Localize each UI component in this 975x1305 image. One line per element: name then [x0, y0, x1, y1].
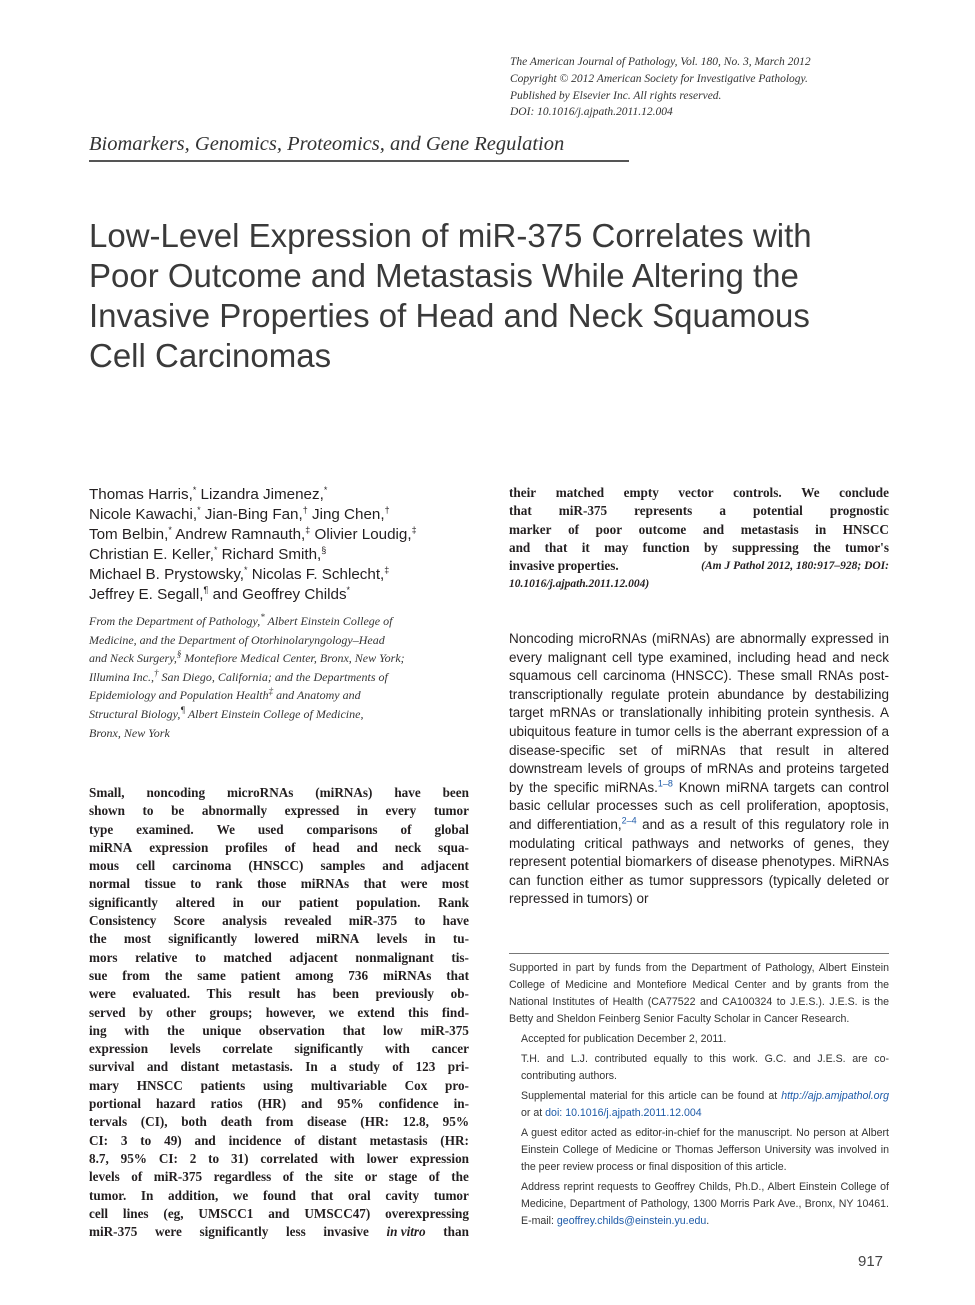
affiliation-mark: §: [176, 649, 182, 660]
author-name: Nicolas F. Schlecht,: [247, 566, 385, 583]
affiliation-mark: ‡: [411, 524, 417, 535]
footnote-rule: [509, 953, 889, 954]
title-line: Invasive Properties of Head and Neck Squamous: [89, 297, 810, 334]
title-line: Poor Outcome and Metastasis While Altering the: [89, 257, 799, 294]
abstract-line: survival and distant metastasis. In a study of 123 pri-: [89, 1059, 469, 1075]
abstract-line: cell lines (eg, UMSCC1 and UMSCC47) overexpressing: [89, 1205, 469, 1221]
funding-note: Supported in part by funds from the Department of Pathology, Albert Einstein College of Medicine and Montefiore Medical Center and by grants from the National Institutes of Health (CA77522 and CA100324 to J.E.S.). J.E.S. is the Betty and Sheldon Feinberg Senior Faculty Scholar in Cancer Research.: [509, 962, 889, 1025]
author-name: Jing Chen,: [307, 506, 385, 523]
section-rule: [89, 160, 629, 162]
email-link[interactable]: geoffrey.childs@einstein.yu.edu: [556, 1215, 707, 1227]
abstract-line: Small, noncoding microRNAs (miRNAs) have been: [89, 785, 469, 800]
affiliation-mark: *: [346, 584, 351, 595]
affiliation-text: Illumina Inc.,: [89, 669, 154, 684]
author-name: Thomas Harris,: [89, 486, 193, 503]
abstract-right: [509, 484, 889, 594]
journal-citation: The American Journal of Pathology, Vol. 180, No. 3, March 2012: [510, 56, 811, 68]
author-line: [89, 505, 489, 525]
author-name: Andrew Ramnauth,: [171, 526, 306, 543]
affiliation-mark: ¶: [180, 704, 186, 715]
affiliation-mark: ‡: [384, 564, 390, 575]
journal-doi: DOI: 10.1016/j.ajpath.2011.12.004: [510, 106, 673, 119]
author-line: [89, 545, 489, 565]
abstract-line: their matched empty vector controls. We conclude: [509, 485, 889, 500]
affiliations: [89, 612, 479, 742]
body-text-part: Noncoding microRNAs (miRNAs) are abnormally expressed in every malignant cell type examined, including head and neck squamous cell carcinoma (HNSCC). These small RNAs post-transcriptionally regulate protein abundance by destabilizing target mRNAs or translationally inhibiting protein synthesis. A ubiquitous feature in tumor cells is the aberrant expression of a disease-specific set of miRNAs that result in altered downstream levels of groups of mRNAs and proteins targeted by the specific miRNAs.: [509, 631, 889, 795]
abstract-line: portional hazard ratios (HR) and 95% confidence in-: [89, 1096, 469, 1112]
affiliation-line: [89, 686, 479, 705]
abstract-word: were: [154, 1224, 182, 1240]
author-line: [89, 485, 489, 505]
abstract-word: less: [285, 1224, 306, 1240]
abstract-text: invasive properties.: [509, 558, 619, 574]
body-text-part: and as a result of this regulatory role in modulating critical pathways and networks of genes, they represent potential biomarkers of disease phenotypes. MiRNAs can function either as tumor suppressors (typically deleted or repressed in tumors) or: [509, 816, 889, 907]
abstract-line: type examined. We used comparisons of global: [89, 821, 469, 837]
abstract-line: 8.7, 95% CI: 2 to 31) correlated with lower expression: [89, 1150, 469, 1166]
footnotes: [509, 960, 889, 1233]
abstract-line: marker of poor outcome and metastasis in HNSCC: [509, 521, 889, 537]
affiliation-mark: ‡: [268, 686, 274, 697]
affiliation-text: Albert Einstein College of: [264, 614, 393, 628]
page-number: 917: [858, 1253, 884, 1270]
abstract-line: mous cell carcinoma (HNSCC) samples and adjacent: [89, 858, 469, 874]
abstract-line: levels of miR-375 regardless of the site or stage of the: [89, 1169, 469, 1185]
abstract-left: [89, 784, 469, 1241]
author-name: Tom Belbin,: [89, 526, 169, 543]
affiliation-mark: *: [260, 612, 265, 622]
affiliation-line: Medicine, and the Department of Otorhinolaryngology–Head: [89, 632, 385, 647]
abstract-citation-doi: 10.1016/j.ajpath.2011.12.004): [509, 578, 650, 591]
abstract-line: shown to be abnormally expressed in every tumor: [89, 803, 469, 819]
contribution-note: T.H. and L.J. contributed equally to this work. G.C. and J.E.S. are co-contributing authors.: [521, 1053, 889, 1082]
title-line: Cell Carcinomas: [89, 337, 332, 374]
affiliation-line: [89, 668, 479, 687]
author-line: [89, 585, 489, 605]
editor-note: A guest editor acted as editor-in-chief for the manuscript. No person at Albert Einstein College of Medicine or Thomas Jefferson University was involved in the peer review process or final disposition of this article.: [521, 1127, 889, 1173]
author-name: Nicole Kawachi,: [89, 506, 198, 523]
abstract-line: served by other groups; however, we extend this find-: [89, 1004, 469, 1020]
abstract-line: [89, 1223, 469, 1241]
affiliation-text: San Diego, California; and the Departments of: [158, 669, 388, 684]
supplemental-text: or at: [521, 1107, 546, 1119]
author-name: Lizandra Jimenez,: [196, 486, 324, 503]
abstract-line: [509, 575, 889, 593]
abstract-line: tervals (CI), both death from disease (HR: 12.8, 95%: [89, 1114, 469, 1130]
supplemental-link[interactable]: http://ajp.amjpathol.org: [781, 1090, 889, 1102]
abstract-line: were evaluated. This result has been previously ob-: [89, 986, 469, 1002]
abstract-line: CI: 3 to 49) and incidence of distant metastasis (HR:: [89, 1132, 469, 1148]
abstract-word-italic: in vitro: [386, 1224, 426, 1240]
affiliation-text: From the Department of Pathology,: [89, 614, 261, 628]
affiliation-text: Montefiore Medical Center, Bronx, New York;: [181, 651, 405, 666]
doi-label[interactable]: doi:: [545, 1107, 563, 1119]
abstract-word: significantly: [199, 1224, 269, 1240]
affiliation-mark: §: [321, 544, 327, 555]
abstract-line: mary HNSCC patients using multivariable Cox pro-: [89, 1077, 469, 1093]
affiliation-mark: *: [213, 544, 218, 555]
author-line: [89, 525, 489, 545]
body-text-part: Known miRNA targets can control basic cellular processes such as cell proliferation, apoptosis, and differentiation,: [509, 779, 889, 832]
journal-publisher: Published by Elsevier Inc. All rights reserved.: [510, 89, 722, 102]
author-list: [89, 485, 489, 605]
author-name: Christian E. Keller,: [89, 546, 214, 563]
author-name: and Geoffrey Childs: [208, 586, 347, 603]
journal-copyright: Copyright © 2012 American Society for Investigative Pathology.: [510, 72, 808, 85]
abstract-line: Consistency Score analysis revealed miR-375 to have: [89, 913, 469, 929]
reference-link[interactable]: 1–8: [657, 778, 673, 789]
affiliation-mark: ¶: [203, 584, 209, 595]
body-paragraph: [509, 630, 889, 909]
abstract-line: the most significantly lowered miRNA levels in tu-: [89, 931, 469, 947]
affiliation-mark: †: [302, 504, 308, 515]
affiliation-mark: *: [192, 484, 197, 495]
supplemental-note: [509, 1088, 889, 1122]
affiliation-mark: *: [168, 524, 172, 535]
abstract-word: invasive: [323, 1224, 369, 1240]
abstract-line: [509, 557, 889, 575]
abstract-line: significantly altered in our patient population. Rank: [89, 894, 469, 910]
author-name: Jeffrey E. Segall,: [89, 586, 204, 603]
acceptance-note: Accepted for publication December 2, 2011.: [521, 1033, 727, 1045]
affiliation-line: Bronx, New York: [89, 725, 170, 740]
doi-link[interactable]: 10.1016/j.ajpath.2011.12.004: [562, 1107, 702, 1119]
reprint-text: Address reprint requests to Geoffrey Childs, Ph.D., Albert Einstein College of Medicine, Department of Pathology, 1300 Morris Park Ave., Bronx, NY 10461. E-mail:: [521, 1181, 889, 1227]
abstract-line: ing with the unique observation that low miR-375: [89, 1022, 469, 1038]
abstract-word: than: [443, 1224, 469, 1240]
reprint-note: [509, 1179, 889, 1230]
abstract-line: that miR-375 represents a potential prognostic: [509, 503, 889, 519]
affiliation-mark: †: [154, 667, 159, 678]
affiliation-text: Epidemiology and Population Health: [89, 688, 269, 703]
abstract-line: sue from the same patient among 736 miRNAs that: [89, 967, 469, 983]
abstract-line: normal tissue to rank those miRNAs that were most: [89, 876, 469, 892]
author-name: Michael B. Prystowsky,: [89, 566, 245, 583]
title-line: Low-Level Expression of miR-375 Correlates with: [89, 217, 812, 254]
author-line: [89, 565, 489, 585]
author-name: Olivier Loudig,: [310, 526, 412, 543]
affiliation-mark: ‡: [305, 524, 311, 535]
section-heading: Biomarkers, Genomics, Proteomics, and Gene Regulation: [89, 133, 565, 155]
abstract-line: tumor. In addition, we found that oral cavity tumor: [89, 1187, 469, 1203]
affiliation-line: [89, 649, 479, 668]
article-title: [89, 216, 889, 376]
abstract-citation: (Am J Pathol 2012, 180:917–928; DOI:: [701, 560, 889, 573]
abstract-word: miR-375: [89, 1224, 138, 1240]
reference-link[interactable]: 2–4: [621, 815, 637, 826]
supplemental-text: Supplemental material for this article can be found at: [521, 1090, 782, 1102]
affiliation-mark: †: [384, 504, 390, 515]
affiliation-mark: *: [323, 484, 328, 495]
author-name: Jian-Bing Fan,: [200, 506, 303, 523]
affiliation-mark: *: [244, 564, 248, 575]
journal-info: [510, 54, 910, 121]
affiliation-text: and Anatomy and: [273, 688, 361, 703]
affiliation-line: [89, 705, 479, 724]
abstract-line: mors relative to matched adjacent nonmalignant tis-: [89, 949, 469, 965]
author-name: Richard Smith,: [217, 546, 322, 563]
affiliation-text: and Neck Surgery,: [89, 651, 177, 666]
reprint-text: .: [706, 1215, 710, 1227]
affiliation-text: Albert Einstein College of Medicine,: [185, 706, 364, 721]
affiliation-line: [89, 612, 479, 631]
affiliation-mark: *: [197, 504, 201, 515]
abstract-line: miRNA expression profiles of head and neck squa-: [89, 839, 469, 855]
affiliation-text: Structural Biology,: [89, 706, 181, 721]
abstract-line: expression levels correlate significantly with cancer: [89, 1041, 469, 1057]
abstract-line: and that it may function by suppressing the tumor's: [509, 539, 889, 555]
